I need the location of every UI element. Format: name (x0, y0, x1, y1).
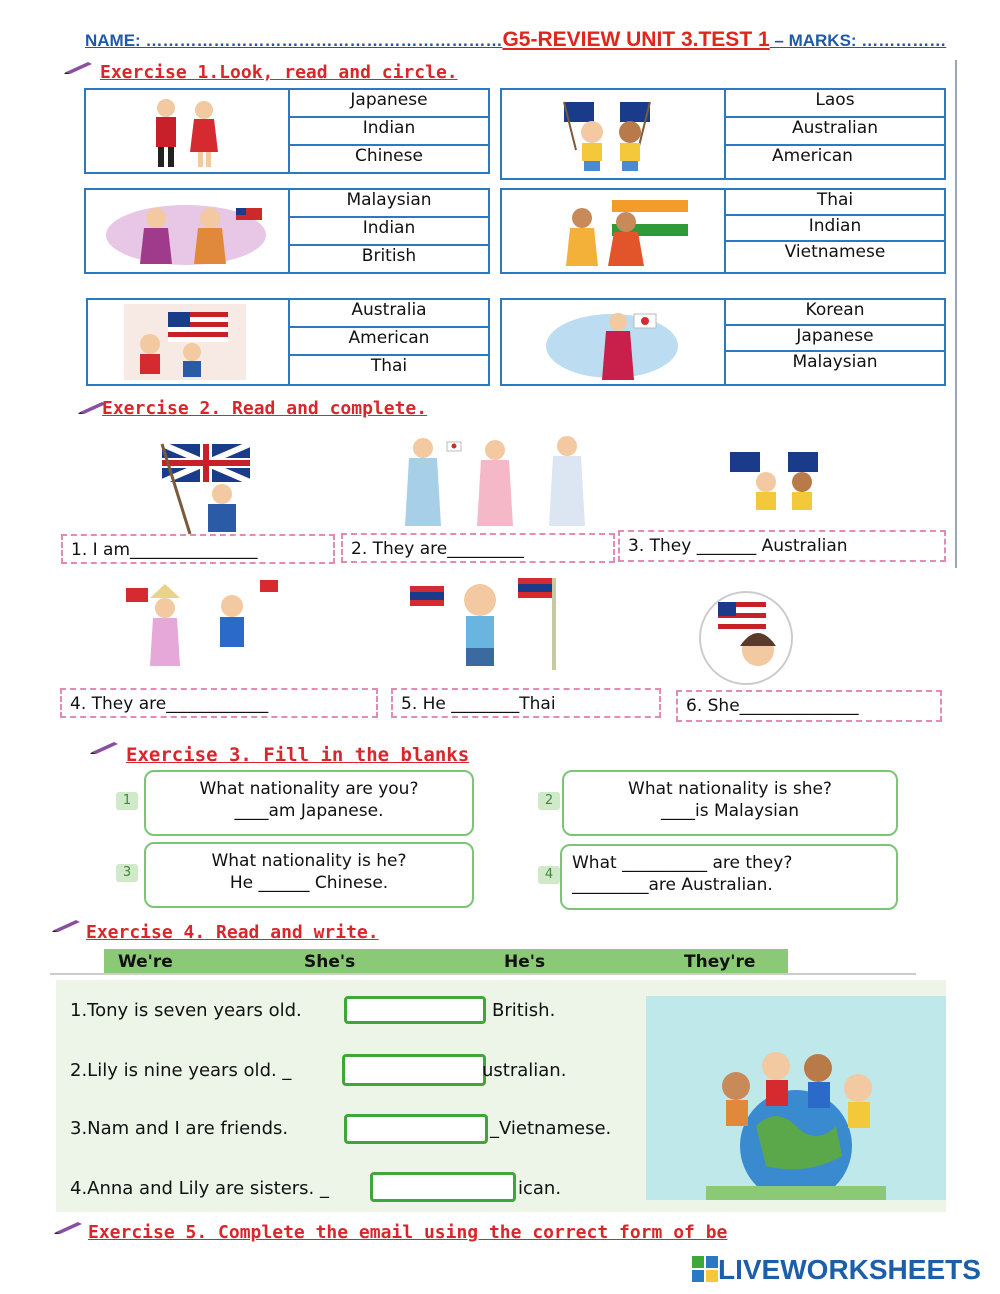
exercise4-panel (56, 980, 946, 1212)
ex4-sentence-start: 4.Anna and Lily are sisters. _ (70, 1178, 329, 1199)
ex1-group-5 (86, 298, 490, 386)
ex1-option[interactable]: Indian (290, 118, 488, 146)
ex2-item-5[interactable]: 5. He ________Thai (391, 688, 661, 718)
ex4-answer-input[interactable] (344, 1114, 488, 1144)
ex3-answer: ____am Japanese. (234, 801, 384, 821)
word-bank-item: They're (684, 952, 756, 972)
name-label: NAME: ……………………………………………………… (85, 31, 503, 50)
ex1-option[interactable]: Malaysian (290, 190, 488, 218)
ex1-option[interactable]: Australian (726, 118, 944, 146)
australian-kids-image (726, 446, 836, 526)
exercise2-title: Exercise 2. Read and complete. (102, 398, 428, 419)
ex1-group-3 (84, 188, 490, 274)
ex1-group-6 (500, 298, 946, 386)
ex3-question: What nationality is she? (628, 779, 832, 799)
ex1-option[interactable]: Vietnamese (784, 242, 886, 262)
pen-icon (90, 740, 120, 754)
marks-label: – MARKS: …………… (769, 31, 947, 50)
ex4-sentence-start: 2.Lily is nine years old. _ (70, 1060, 292, 1081)
thai-boy-image (404, 570, 574, 676)
exercise4-title: Exercise 4. Read and write. (86, 922, 379, 943)
ex1-option[interactable]: British (361, 246, 417, 266)
british-boy-image (150, 438, 260, 538)
pen-icon (64, 60, 94, 74)
word-bank-item: She's (304, 952, 356, 972)
ex1-option[interactable]: Indian (290, 218, 488, 246)
ex2-item-3[interactable]: 3. They _______ Australian (618, 530, 946, 562)
japanese-girl-image (502, 300, 726, 384)
ex4-answer-input[interactable] (342, 1054, 486, 1086)
ex4-sentence-end: _Vietnamese. (490, 1118, 612, 1139)
exercise5-title: Exercise 5. Complete the email using the correct form of be (88, 1222, 728, 1243)
ex3-number: 1 (116, 792, 138, 810)
pen-icon (52, 918, 82, 932)
ex3-question: What __________ are they? (572, 853, 793, 873)
liveworksheets-logo-icon (692, 1256, 718, 1282)
ex1-option[interactable]: Laos (726, 90, 944, 118)
australian-kids-image (502, 90, 726, 178)
ex1-option[interactable]: American (772, 146, 853, 166)
ex4-sentence-end: ustralian. (482, 1060, 567, 1081)
ex3-item-3[interactable] (144, 842, 474, 908)
pen-icon (54, 1220, 84, 1234)
ex3-answer: _________are Australian. (572, 875, 773, 895)
ex3-number: 3 (116, 864, 138, 882)
ex1-option[interactable]: Korean (726, 300, 944, 326)
ex3-number: 2 (538, 792, 560, 810)
american-woman-image (696, 590, 796, 686)
ex1-option[interactable]: Japanese (290, 90, 488, 118)
ex3-answer: ____is Malaysian (660, 801, 800, 821)
vietnamese-kids-image (120, 572, 280, 672)
ex1-option[interactable]: Japanese (726, 326, 944, 352)
ex4-sentence-start: 1.Tony is seven years old. (70, 1000, 302, 1021)
ex3-number: 4 (538, 866, 560, 884)
liveworksheets-logo (692, 1254, 981, 1286)
ex1-group-4 (500, 188, 946, 274)
ex3-item-1[interactable] (144, 770, 474, 836)
ex1-option[interactable]: Thai (370, 356, 408, 376)
ex3-item-4[interactable] (560, 844, 898, 910)
japanese-girls-image (385, 430, 615, 530)
worksheet-header (85, 28, 946, 52)
chinese-couple-image (86, 90, 290, 172)
american-kids-image (88, 300, 290, 384)
ex1-option[interactable]: Indian (726, 216, 944, 242)
word-bank-item: He's (504, 952, 546, 972)
ex3-question: What nationality are you? (199, 779, 419, 799)
ex1-group-1 (84, 88, 490, 174)
ex2-item-4[interactable]: 4. They are____________ (60, 688, 378, 718)
worksheet-title: G5-REVIEW UNIT 3.TEST 1 (502, 28, 770, 51)
word-bank-item: We're (118, 952, 173, 972)
logo-text: LIVEWORKSHEETS (718, 1254, 981, 1285)
ex2-item-2[interactable]: 2. They are_________ (341, 533, 615, 563)
ex1-option[interactable]: Chinese (355, 146, 423, 166)
kids-globe-image (646, 996, 946, 1200)
ex4-sentence-start: 3.Nam and I are friends. (70, 1118, 289, 1139)
ex2-item-6[interactable]: 6. She______________ (676, 690, 942, 722)
ex3-item-2[interactable] (562, 770, 898, 836)
ex4-sentence-end: British. (492, 1000, 556, 1021)
malaysian-kids-image (86, 190, 290, 272)
word-bank (104, 949, 788, 975)
ex1-option[interactable]: Thai (726, 190, 944, 216)
exercise1-title: Exercise 1.Look, read and circle. (100, 62, 458, 83)
ex4-answer-input[interactable] (370, 1172, 516, 1202)
ex3-question: What nationality is he? (211, 851, 407, 871)
ex4-sentence-end: ican. (518, 1178, 562, 1199)
indian-couple-image (502, 190, 726, 272)
ex4-answer-input[interactable] (344, 996, 486, 1024)
exercise3-title: Exercise 3. Fill in the blanks (126, 744, 470, 766)
ex1-option[interactable]: Australia (290, 300, 488, 328)
ex2-item-1[interactable]: 1. I am_______________ (61, 534, 335, 564)
ex3-answer: He ______ Chinese. (229, 873, 389, 893)
ex1-option[interactable]: American (290, 328, 488, 356)
page-divider (955, 60, 957, 568)
ex1-option[interactable]: Malaysian (792, 352, 878, 372)
divider-line (50, 973, 916, 975)
ex1-group-2 (500, 88, 946, 180)
